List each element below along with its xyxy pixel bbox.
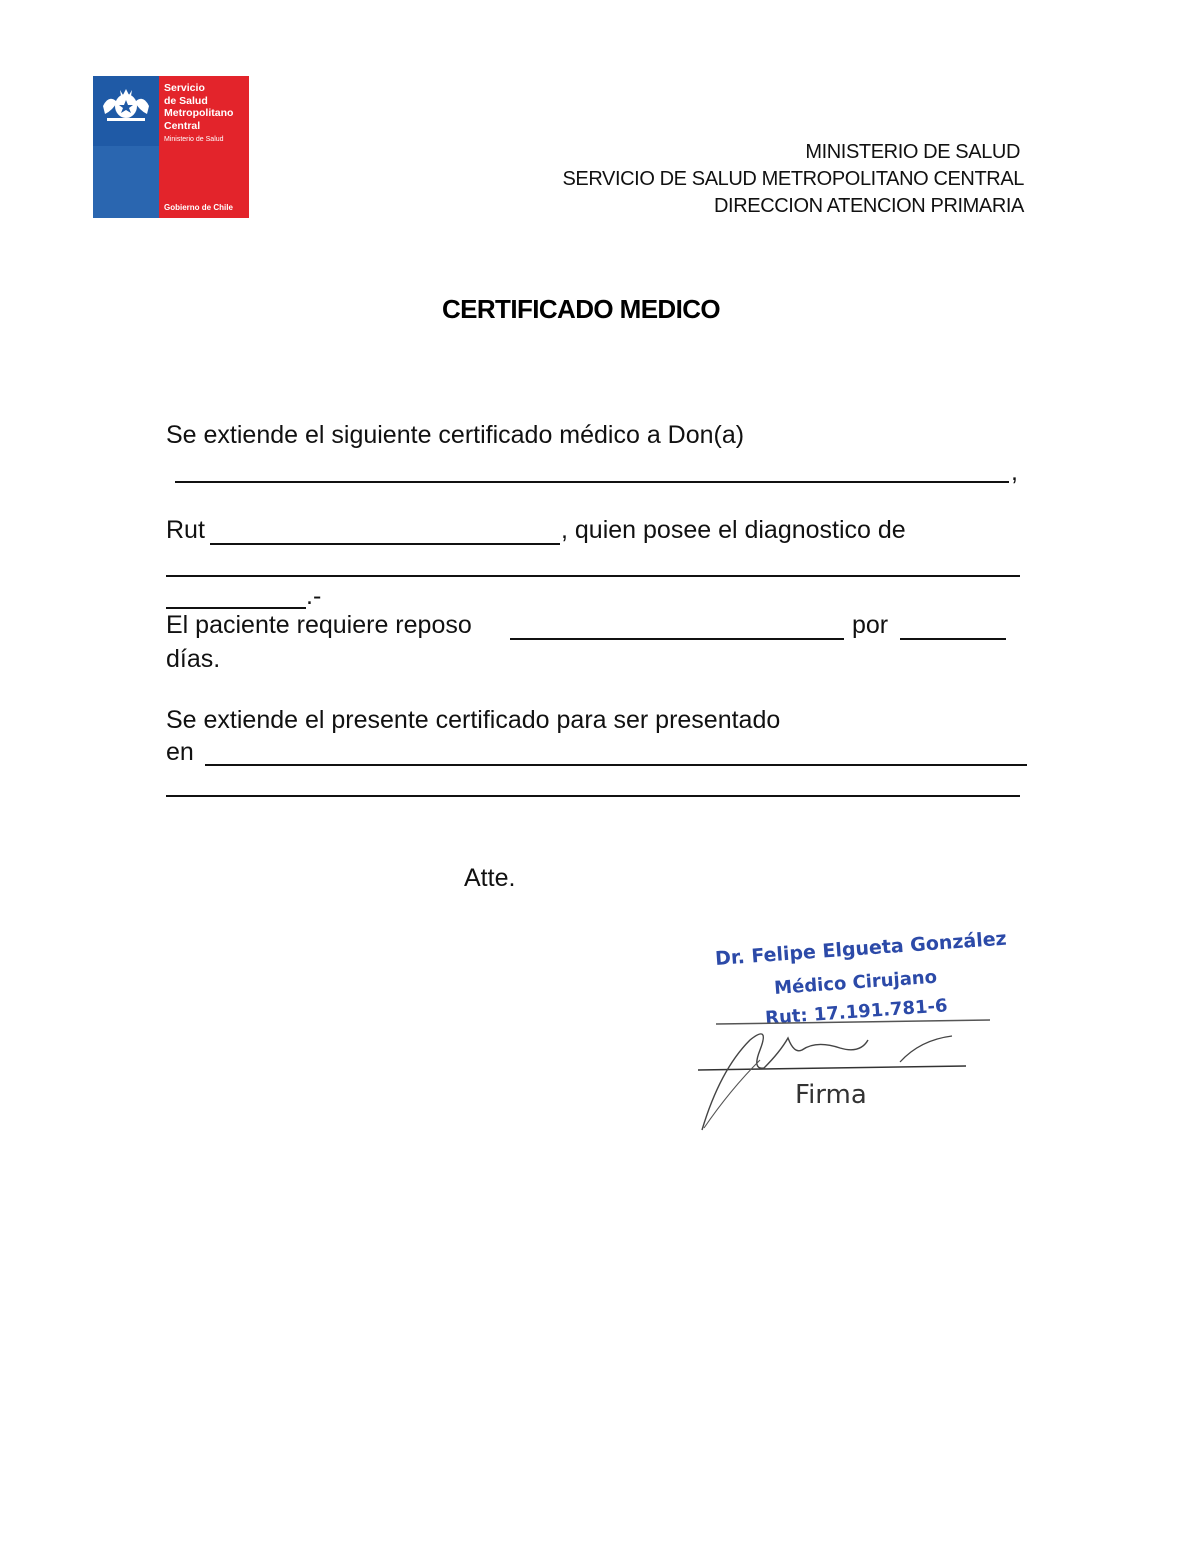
- dias-label: días.: [166, 645, 221, 673]
- closing-atte: Atte.: [464, 864, 516, 892]
- rut-label: Rut: [166, 516, 205, 544]
- logo-line-4: Central: [164, 119, 201, 132]
- stamp-doctor-rut: Rut: 17.191.781-6: [764, 995, 949, 1029]
- en-label: en: [166, 738, 194, 766]
- name-blank-line: [175, 481, 1009, 483]
- coat-of-arms-icon: [101, 84, 151, 124]
- name-comma: ,: [1011, 458, 1018, 486]
- diagnosis-blank-line-1: [166, 575, 1020, 577]
- service-logo: [93, 76, 249, 218]
- header-service: SERVICIO DE SALUD METROPOLITANO CENTRAL: [562, 168, 1024, 190]
- header-ministry: MINISTERIO DE SALUD: [805, 141, 1020, 163]
- diagnosis-blank-line-2: [166, 607, 306, 609]
- logo-line-2: de Salud: [164, 94, 208, 107]
- rest-label: El paciente requiere reposo: [166, 611, 472, 639]
- purpose-blank-line-1: [205, 764, 1027, 766]
- logo-ministry: Ministerio de Salud: [164, 136, 224, 143]
- logo-line-3: Metropolitano: [164, 107, 234, 119]
- signature-label: Firma: [795, 1080, 867, 1110]
- days-blank-line: [900, 638, 1006, 640]
- rest-blank-line: [510, 638, 844, 640]
- header-direction: DIRECCION ATENCION PRIMARIA: [714, 195, 1024, 217]
- logo-line-1: Servicio: [164, 82, 205, 94]
- logo-government: Gobierno de Chile: [164, 203, 233, 212]
- paragraph-purpose: Se extiende el presente certificado para ser presentado: [166, 706, 781, 734]
- stamp-doctor-name: Dr. Felipe Elgueta González: [714, 927, 1008, 970]
- paragraph-recipient: Se extiende el siguiente certificado médico a Don(a): [166, 421, 745, 449]
- por-label: por: [852, 611, 889, 639]
- rut-blank-line: [210, 543, 560, 545]
- diagnosis-text: , quien posee el diagnostico de: [561, 516, 906, 544]
- stamp-doctor-title: Médico Cirujano: [773, 966, 938, 999]
- logo-service-name: [164, 82, 248, 132]
- diagnosis-end: .-: [306, 582, 322, 610]
- handwritten-signature: [690, 1010, 1000, 1140]
- purpose-blank-line-2: [166, 795, 1020, 797]
- document-title: CERTIFICADO MEDICO: [441, 294, 721, 324]
